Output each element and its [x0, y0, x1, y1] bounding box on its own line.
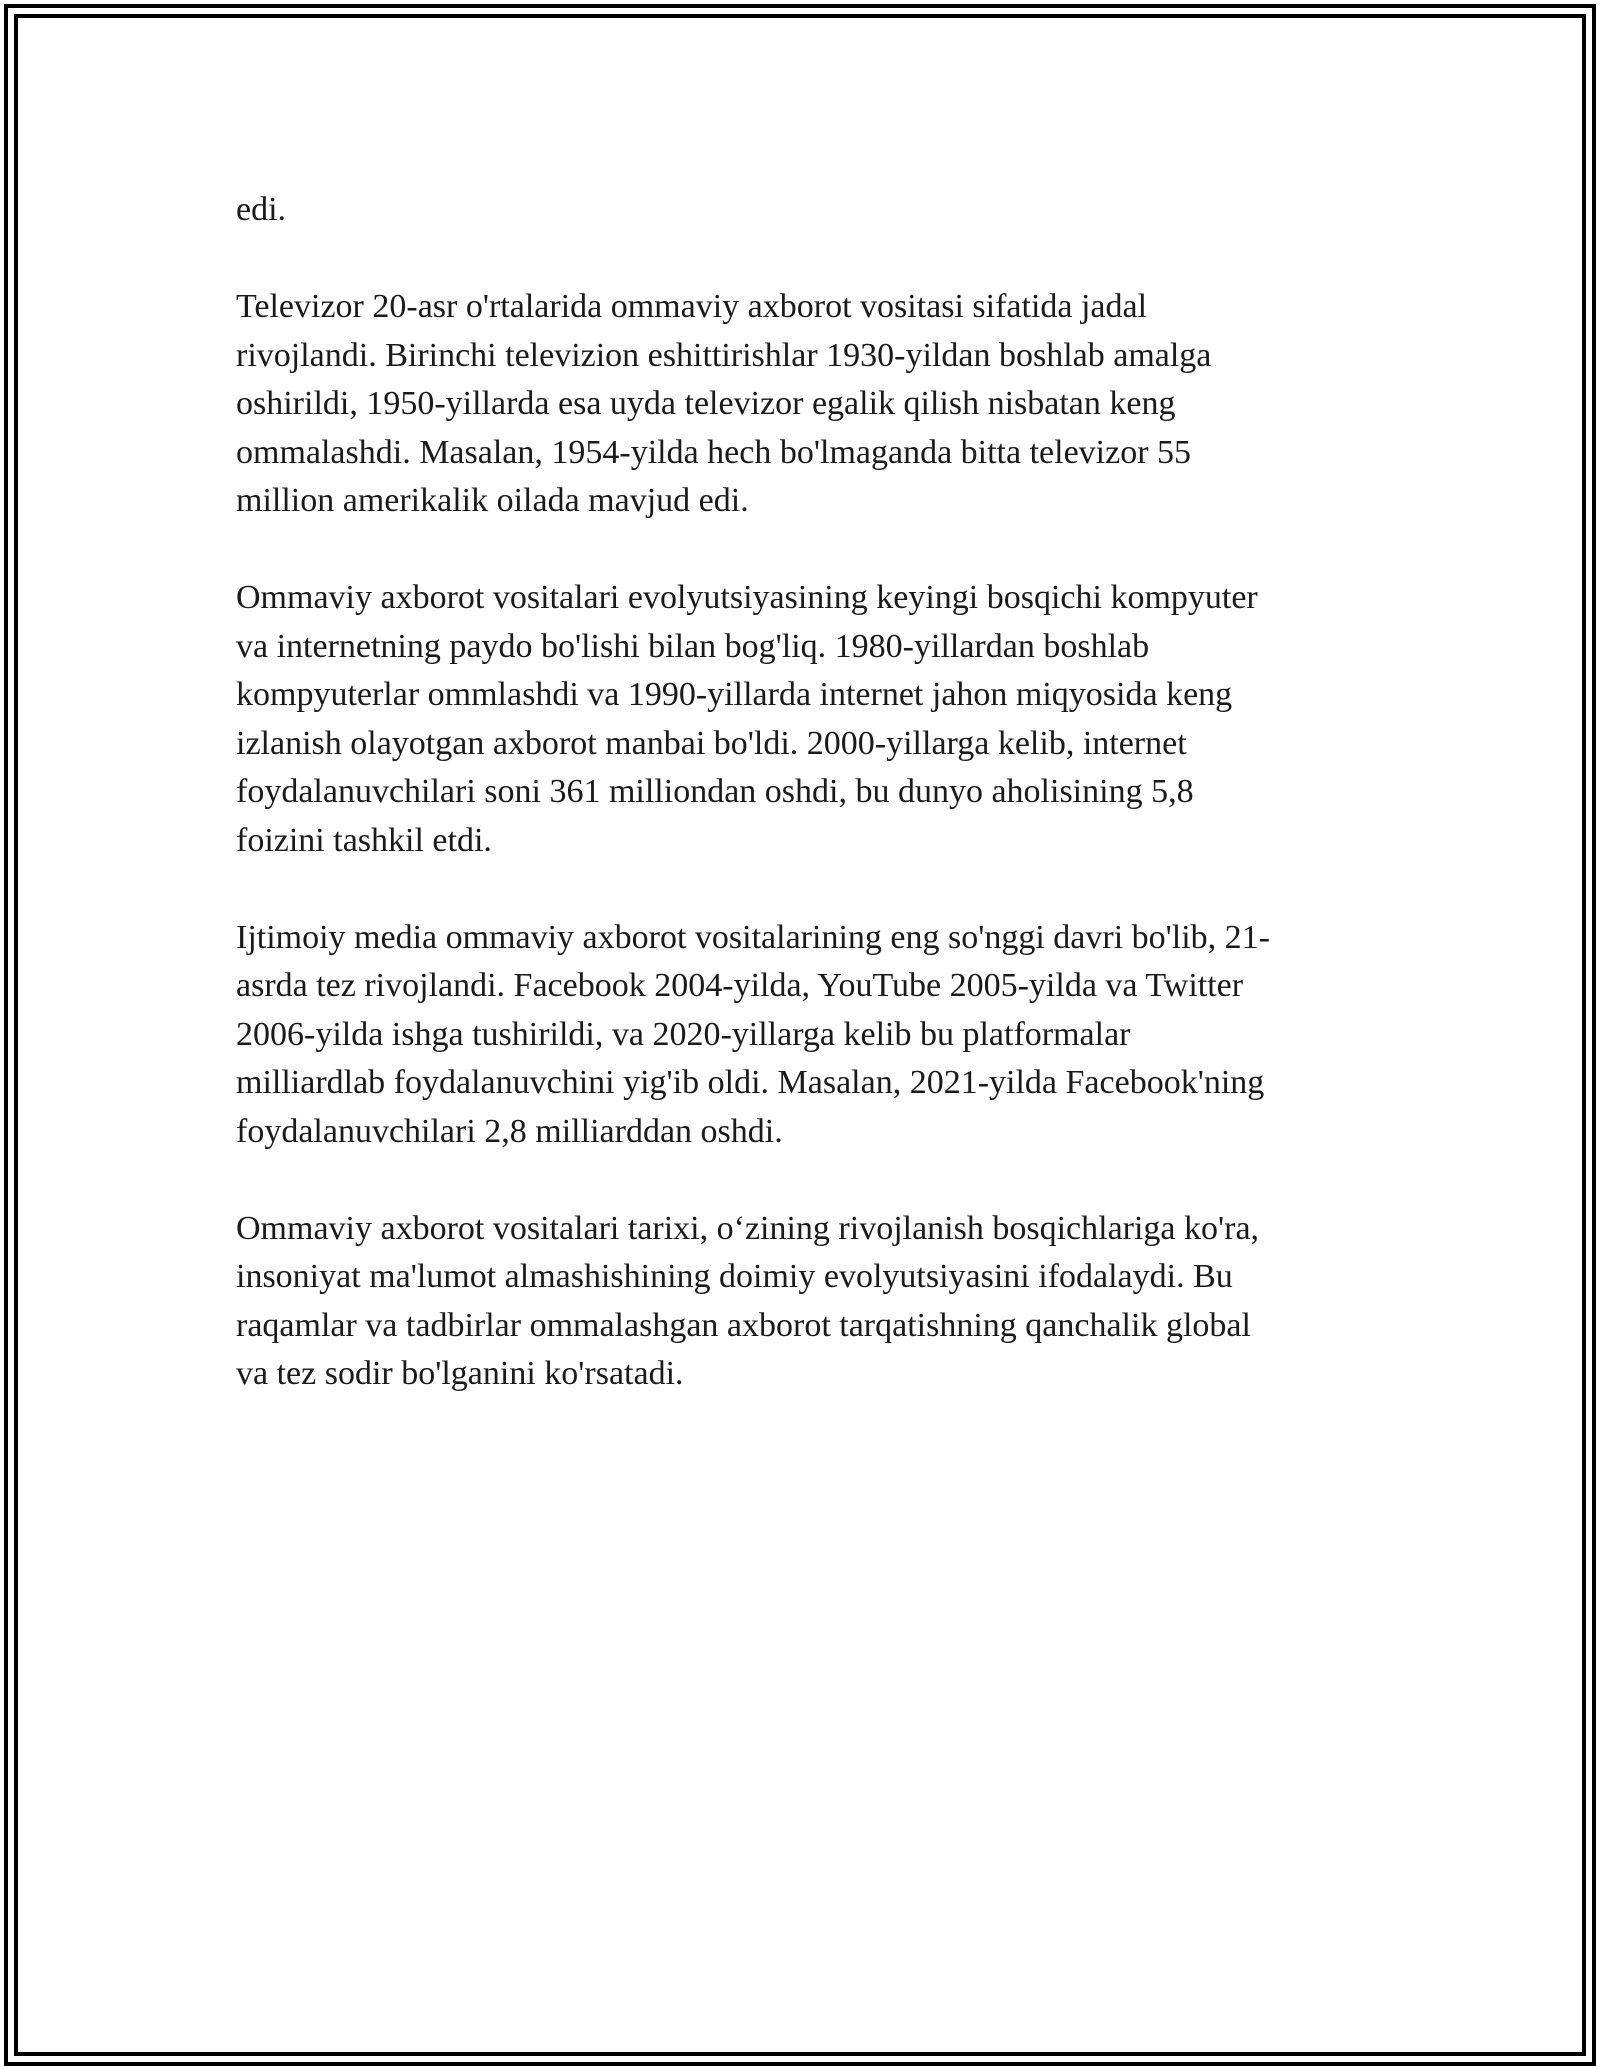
- paragraph-television: Televizor 20-asr o'rtalarida ommaviy axborot vositasi sifatida jadal rivojlandi. Birinchi televizion eshittirishlar 1930-yildan boshlab amalga oshirildi, 1950-yillarda esa uyda televizor egalik qilish nisbatan keng ommalashdi. Masalan, 1954-yilda hech bo'lmaganda bitta televizor 55 million amerikalik oilada mavjud edi.: [236, 288, 1212, 519]
- paragraph-conclusion: Ommaviy axborot vositalari tarixi, o‘zining rivojlanish bosqichlariga ko'ra, insoniyat ma'lumot almashishining doimiy evolyutsiyasini ifodalaydi. Bu raqamlar va tadbirlar ommalashgan axborot tarqatishning qanchalik global va tez sodir bo'lganini ko'rsatadi.: [236, 1209, 1260, 1392]
- paragraph-internet: Ommaviy axborot vositalari evolyutsiyasining keyingi bosqichi kompyuter va internetning paydo bo'lishi bilan bog'liq. 1980-yillardan boshlab kompyuterlar ommlashdi va 1990-yillarda internet jahon miqyosida keng izlanish olayotgan axborot manbai bo'ldi. 2000-yillarga kelib, internet foydalanuvchilari soni 361 milliondan oshdi, bu dunyo aholisining 5,8 foizini tashkil etdi.: [236, 579, 1258, 859]
- document-body: [236, 186, 1376, 1447]
- paragraph-social-media: Ijtimoiy media ommaviy axborot vositalarining eng so'nggi davri bo'lib, 21- asrda tez rivojlandi. Facebook 2004-yilda, YouTube 2005-yilda va Twitter 2006-yilda ishga tushirildi, va 2020-yillarga kelib bu platformalar milliardlab foydalanuvchini yig'ib oldi. Masalan, 2021-yilda Facebook'ning foydalanuvchilari 2,8 milliarddan oshdi.: [236, 918, 1270, 1150]
- paragraph-continuation: edi.: [236, 191, 287, 228]
